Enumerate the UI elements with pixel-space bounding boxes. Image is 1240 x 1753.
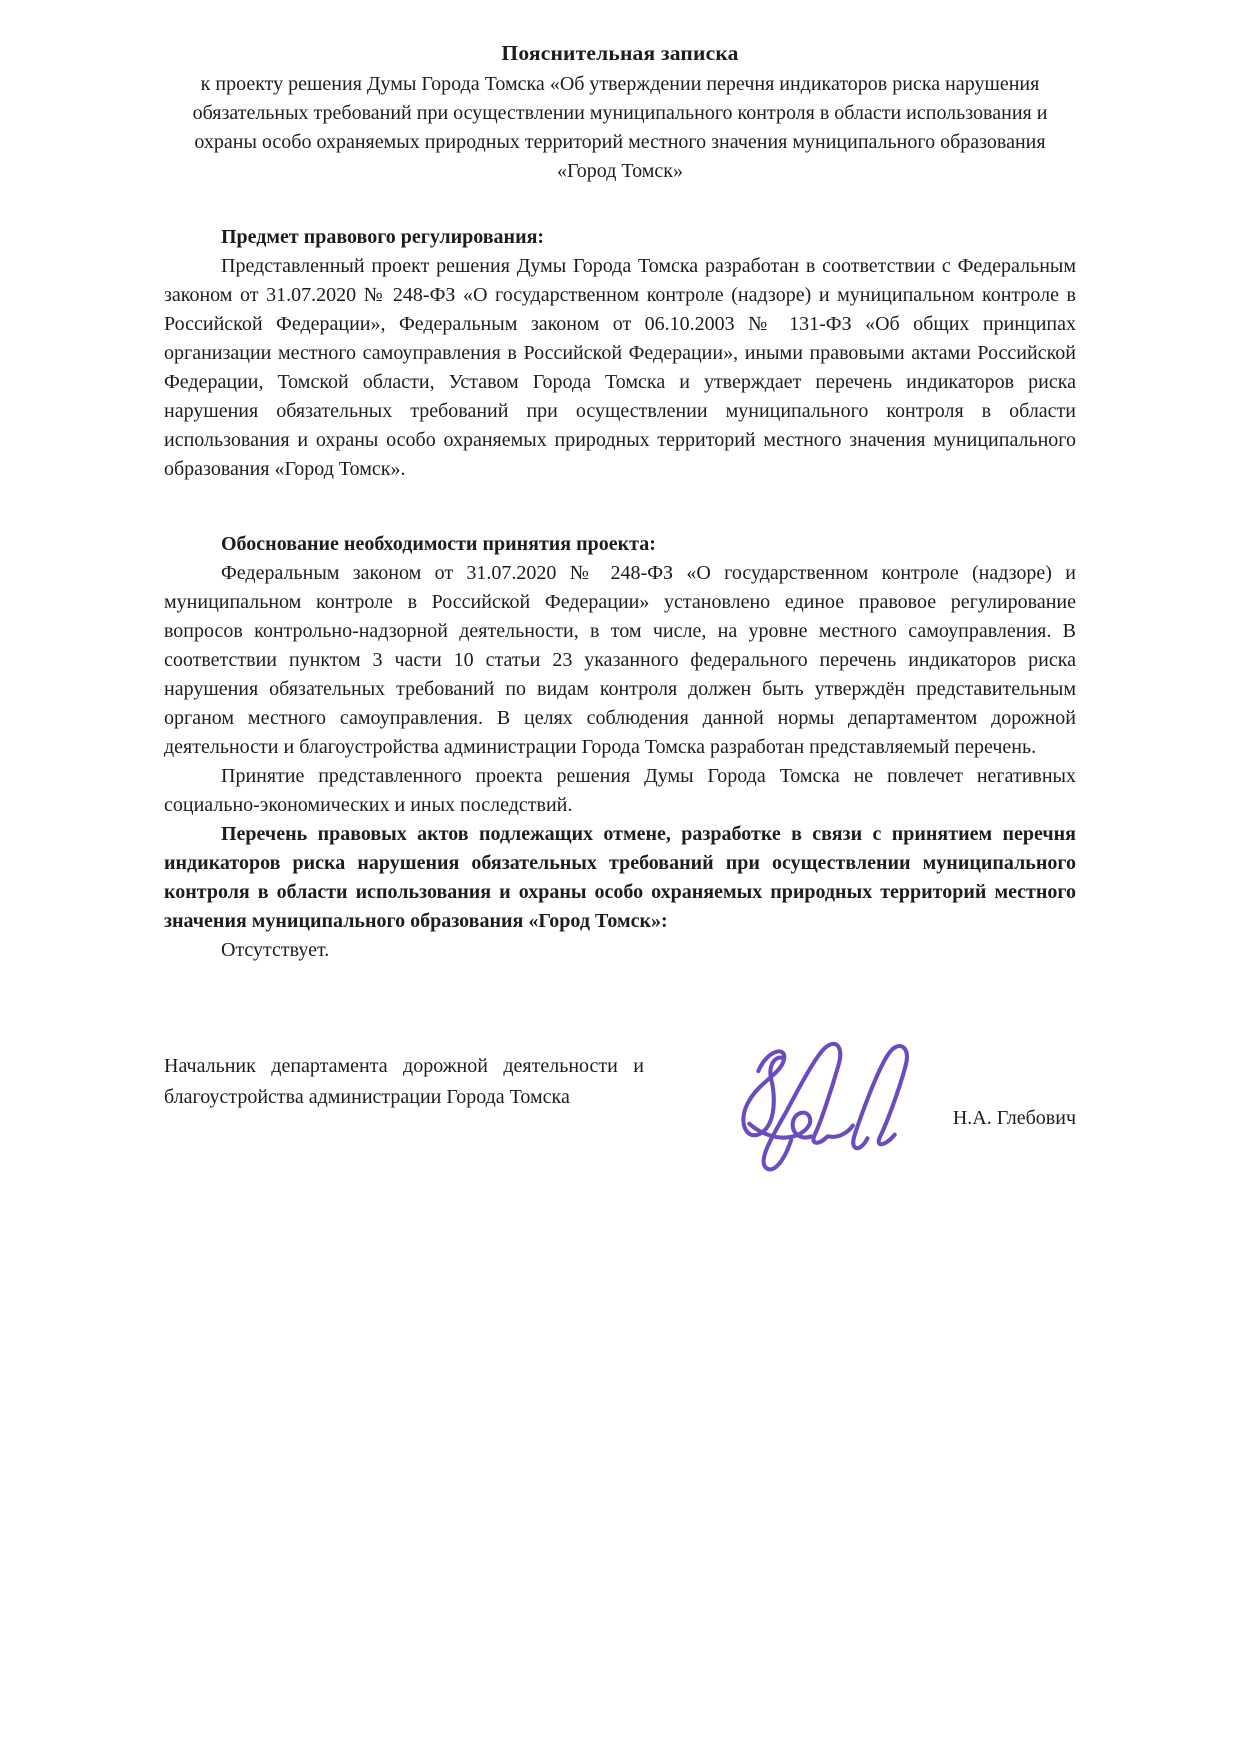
signature-block (164, 1051, 1076, 1189)
paragraph-repeal-clause-heading: Перечень правовых актов подлежащих отмене, разработке в связи с принятием перечня индикаторов риска нарушения обязательных требований при осуществлении муниципального контроля в области использования и охраны особо охраняемых природных территорий местного значения муниципального образования «Город Томск»: (164, 823, 1076, 932)
page-title: Пояснительная записка (501, 41, 739, 65)
document-subtitle: к проекту решения Думы Города Томска «Об утверждении перечня индикаторов риска нарушения обязательных требований при осуществлении муниципального контроля в области использования и охраны особо охраняемых природных территорий местного значения муниципального образования «Город Томск» (192, 73, 1048, 182)
paragraph-subject-body: Представленный проект решения Думы Города Томска разработан в соответствии с Федеральным законом от 31.07.2020 № 248-ФЗ «О государственном контроле (надзоре) и муниципальном контроле в Российской Федерации», Федеральным законом от 06.10.2003 № 131-ФЗ «Об общих принципах организации местного самоуправления в Российской Федерации», иными правовыми актами Российской Федерации, Томской области, Уставом Города Томска и утверждает перечень индикаторов риска нарушения обязательных требований при осуществлении муниципального контроля в области использования и охраны особо охраняемых природных территорий местного значения муниципального образования «Город Томск». (164, 255, 1076, 480)
repeal-clause-answer: Отсутствует. (221, 939, 330, 961)
paragraph-consequences: Принятие представленного проекта решения Думы Города Томска не повлечет негативных социально-экономических и иных последствий. (164, 765, 1076, 816)
signature-position-title: Начальник департамента дорожной деятельности и благоустройства администрации Города Томска (164, 1055, 644, 1108)
signature-name: Н.А. Глебович (952, 1107, 1076, 1129)
section-heading-subject: Предмет правового регулирования: (221, 226, 545, 248)
handwritten-signature-icon (722, 1029, 922, 1189)
paragraph-justification-body: Федеральным законом от 31.07.2020 № 248-ФЗ «О государственном контроле (надзоре) и муниципальном контроле в Российской Федерации» установлено единое правовое регулирование вопросов контрольно-надзорной деятельности, в том числе, на уровне местного самоуправления. В соответствии пунктом 3 части 10 статьи 23 указанного федерального перечень индикаторов риска нарушения обязательных требований по видам контроля должен быть утверждён представительным органом местного самоуправления. В целях соблюдения данной нормы департаментом дорожной деятельности и благоустройства администрации Города Томска разработан представляемый перечень. (164, 562, 1076, 758)
section-heading-justification: Обоснование необходимости принятия проекта: (221, 533, 656, 555)
